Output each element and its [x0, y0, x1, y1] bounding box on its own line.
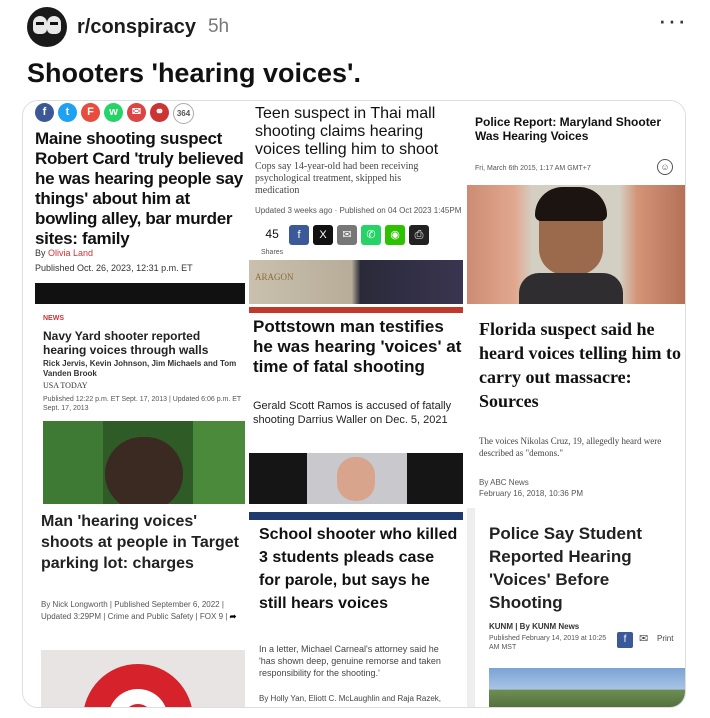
news-tag: NEWS	[43, 315, 64, 322]
publish-date: Published 12:22 p.m. ET Sept. 17, 2013 | Updated 6:06 p.m. ET Sept. 17, 2013	[43, 396, 242, 412]
article-navy-yard	[23, 307, 245, 504]
byline	[479, 477, 583, 499]
headline: Police Say Student Reported Hearing 'Voices' Before Shooting	[489, 524, 643, 612]
publish-date: Published Oct. 26, 2023, 12:31 p.m. ET	[35, 263, 193, 273]
email-icon: ✉	[337, 225, 357, 245]
byline-text: By Nick Longworth | Published September 6, 2022 | Updated 3:29PM | Crime and Public Safety | FOX 9 |	[41, 600, 228, 621]
authors: Rick Jervis, Kevin Johnson, Jim Michaels and Tom Vanden Brook	[43, 359, 237, 378]
share-arrow-icon: ➦	[229, 612, 237, 621]
share-buttons	[289, 225, 429, 245]
email-icon: ✉	[127, 103, 146, 122]
print-label: Print	[657, 634, 674, 643]
shares-count: 45	[265, 227, 279, 241]
publish-date: Published February 14, 2019 at 10:25 AM MST	[489, 635, 607, 651]
x-icon: X	[313, 225, 333, 245]
outlet-name: USA TODAY	[43, 381, 88, 390]
headline: Maine shooting suspect Robert Card 'truly believed he was hearing people say things' about him at bowling alley, bar murder sites: family	[35, 129, 244, 248]
post-image-collage[interactable]	[22, 100, 686, 708]
byline	[35, 248, 93, 258]
article-thai-mall	[249, 101, 463, 304]
left-divider	[467, 508, 475, 707]
updated-date: Updated 3 weeks ago · Published on 04 Oct 2023 1:45PM	[255, 206, 462, 215]
twitter-icon: t	[58, 103, 77, 122]
outdoor-photo	[489, 668, 685, 707]
post-age: 5h	[207, 16, 230, 37]
headline: Teen suspect in Thai mall shooting claims hearing voices telling him to shoot	[255, 105, 439, 158]
headline: Police Report: Maryland Shooter Was Hearing Voices	[475, 115, 662, 143]
subheadline: The voices Nikolas Cruz, 19, allegedly heard were described as "demons."	[479, 436, 662, 458]
subreddit-avatar[interactable]	[27, 7, 67, 47]
suspect-photo	[249, 453, 463, 504]
subheadline: Gerald Scott Ramos is accused of fatally shooting Darrius Waller on Dec. 5, 2021	[253, 400, 452, 426]
facebook-icon: f	[617, 632, 633, 648]
article-maryland-shooter	[467, 101, 685, 304]
subreddit-name[interactable]: r/conspiracy	[77, 15, 196, 38]
article-florida	[467, 307, 685, 504]
shares-counter	[261, 227, 283, 259]
photo-foliage-left	[43, 421, 103, 504]
photo-foliage-right	[193, 421, 245, 504]
avatar-face-right	[47, 16, 61, 34]
suspect-photo	[43, 421, 245, 504]
photo-face	[337, 457, 375, 501]
share-count-badge: 364	[173, 103, 194, 124]
mugshot-hair	[535, 187, 607, 221]
shares-label: Shares	[261, 249, 284, 256]
author-name: Olivia Land	[48, 248, 94, 258]
link-icon: ⚭	[150, 103, 169, 122]
headline: Pottstown man testifies he was hearing 'voices' at time of fatal shooting	[253, 317, 462, 376]
header-bar	[249, 512, 463, 520]
facebook-icon: f	[35, 103, 54, 122]
flipboard-icon: F	[81, 103, 100, 122]
more-horizontal-icon[interactable]: ···	[658, 5, 687, 35]
headline: Man 'hearing voices' shoots at people in Target parking lot: charges	[41, 513, 239, 572]
subheadline: In a letter, Michael Carneal's attorney said he 'has shown deep, genuine remorse and taken responsibility for the shooting.'	[259, 644, 441, 678]
mall-photo	[249, 260, 463, 304]
redaction-bar	[35, 283, 245, 304]
article-maine-shooting	[23, 101, 245, 304]
share-icons-row	[35, 103, 194, 124]
article-pottstown	[249, 307, 463, 504]
post-title: Shooters 'hearing voices'.	[27, 58, 361, 88]
print-icon: ⎙	[409, 225, 429, 245]
accessibility-icon: ☺	[657, 159, 673, 175]
subheadline: Cops say 14-year-old had been receiving psychological treatment, skipped his medication	[255, 161, 419, 196]
article-kunm	[467, 508, 685, 707]
whatsapp-icon: ✆	[361, 225, 381, 245]
post-header	[27, 6, 229, 48]
headline: School shooter who killed 3 students pleads case for parole, but says he still hears voices	[259, 526, 458, 612]
mall-sign: ARAGON	[255, 272, 294, 282]
byline: By Holly Yan, Eliott C. McLaughlin and Raja Razek,	[259, 694, 442, 703]
photo-face	[105, 437, 183, 504]
mugshot-shirt	[519, 273, 623, 304]
author: By ABC News	[479, 478, 529, 487]
article-school-shooter-parole	[249, 508, 463, 707]
target-logo-photo	[41, 650, 245, 707]
publish-date: Fri, March 6th 2015, 1:17 AM GMT+7	[475, 165, 591, 172]
wechat-icon: ◉	[385, 225, 405, 245]
section-banner	[249, 307, 463, 313]
mugshot-photo	[467, 185, 685, 304]
byline-label: By	[35, 248, 49, 258]
headline: Florida suspect said he heard voices telling him to carry out massacre: Sources	[479, 319, 681, 411]
avatar-face-left	[33, 16, 47, 34]
article-target-parking	[23, 508, 245, 707]
email-icon: ✉	[639, 633, 649, 645]
facebook-icon: f	[289, 225, 309, 245]
byline: KUNM | By KUNM News	[489, 622, 580, 631]
whatsapp-icon: w	[104, 103, 123, 122]
byline	[41, 599, 245, 623]
headline: Navy Yard shooter reported hearing voices through walls	[43, 329, 209, 357]
publish-date: February 16, 2018, 10:36 PM	[479, 489, 584, 498]
